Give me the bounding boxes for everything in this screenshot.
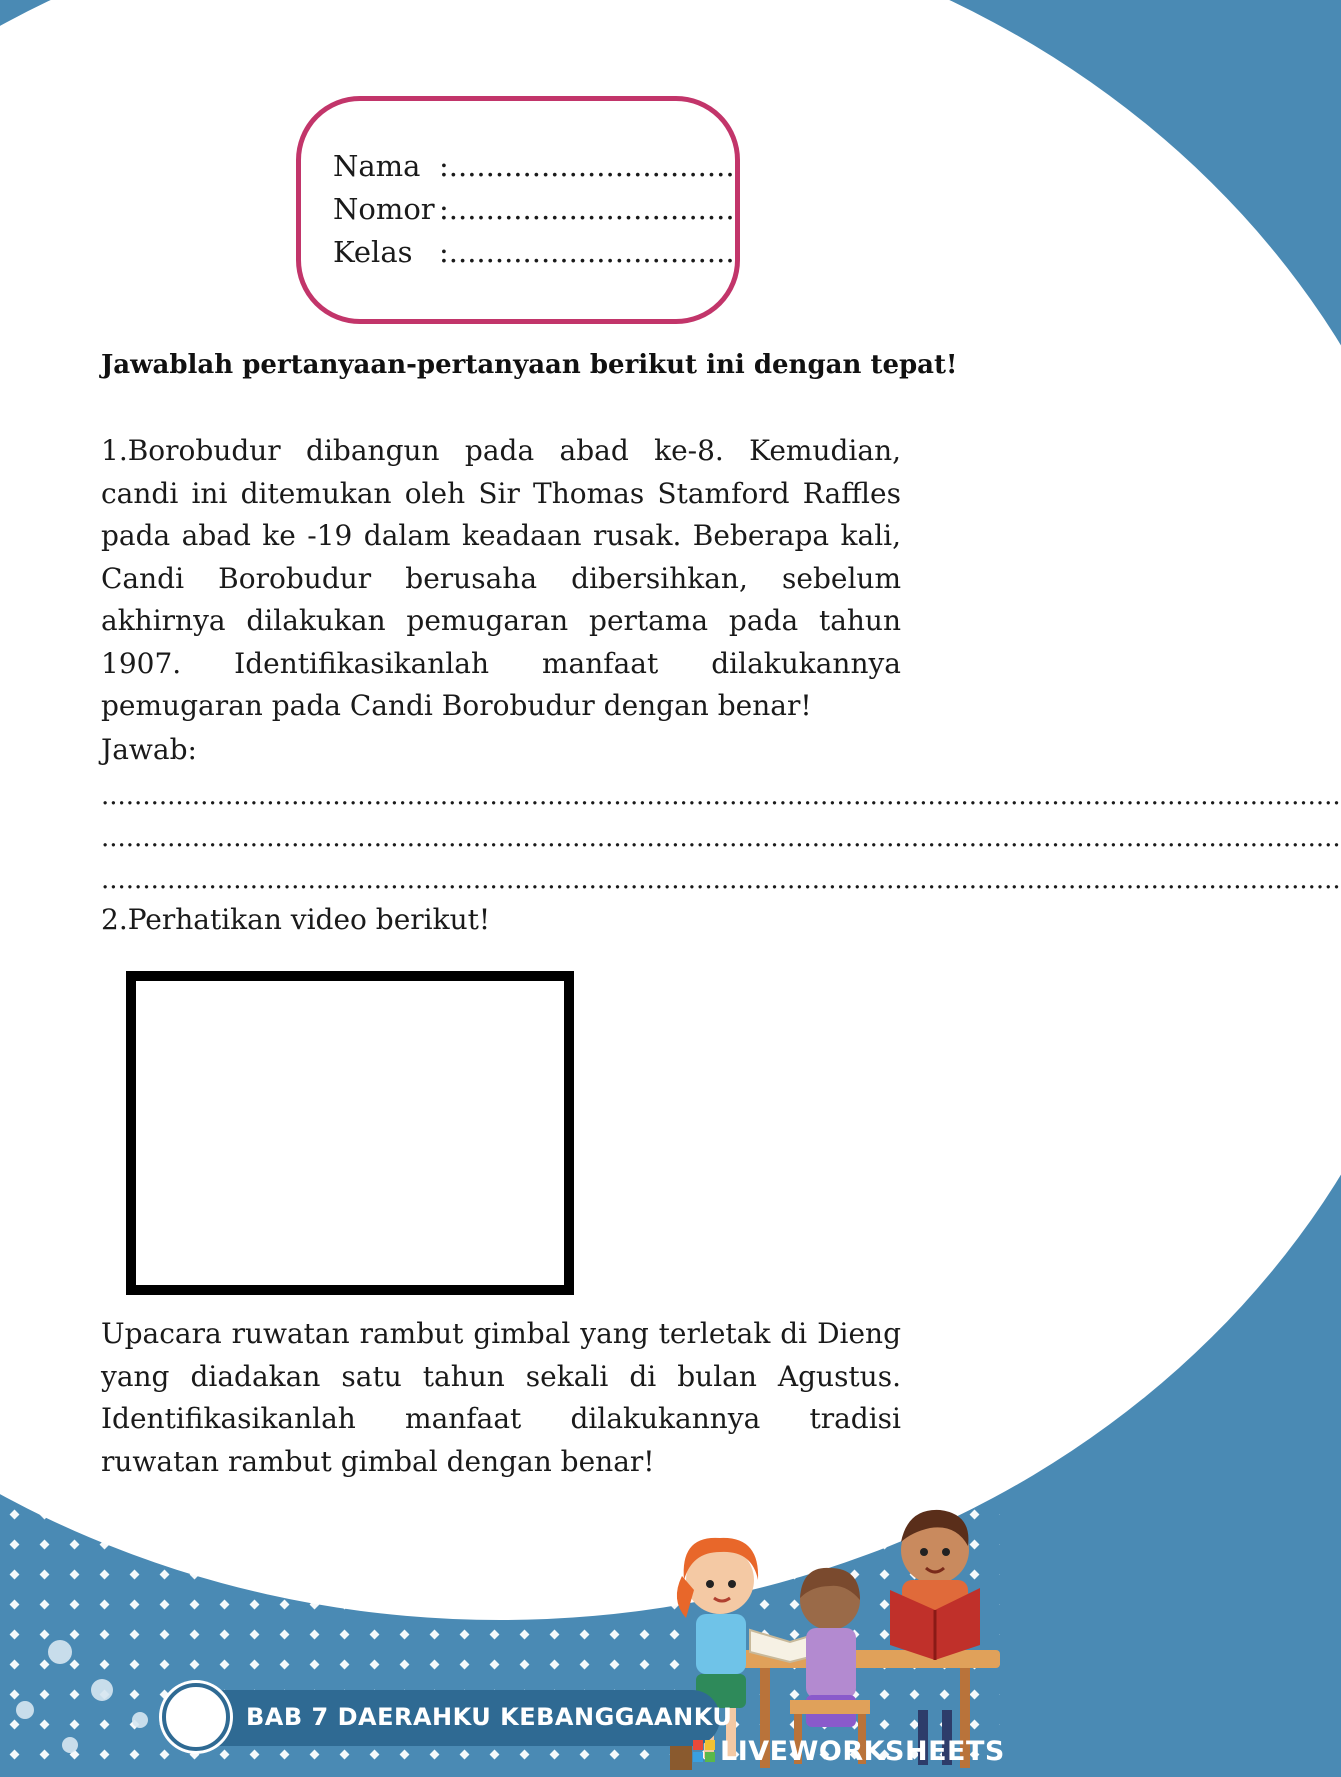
name-field[interactable]: :............................... xyxy=(439,149,735,183)
number-label: Nomor xyxy=(333,192,435,226)
question-2-text: Upacara ruwatan rambut gimbal yang terletak di Dieng yang diadakan satu tahun sekali di bulan Agustus. Identifikasikanlah manfaat dilakukannya tradisi ruwatan rambut gimbal dengan benar! xyxy=(101,1317,901,1478)
question-1-text: 1.Borobudur dibangun pada abad ke-8. Kemudian, candi ini ditemukan oleh Sir Thomas Stamford Raffles pada abad ke -19 dalam keadaan rusak. Beberapa kali, Candi Borobudur berusaha dibersihkan, sebelum akhirnya dilakukan pemugaran pertama pada tahun 1907. Identifikasikanlah manfaat dilakukannya pemugaran pada Candi Borobudur dengan benar! xyxy=(101,434,901,722)
chapter-title: BAB 7 DAERAHKU KEBANGGAANKU xyxy=(246,1703,733,1731)
number-row[interactable] xyxy=(333,192,735,226)
answer-label: Jawab: xyxy=(101,733,197,766)
chapter-circle-badge xyxy=(162,1683,230,1751)
video-placeholder[interactable] xyxy=(126,971,574,1295)
answer-line-2[interactable]: ...................................................................................................................................................... xyxy=(101,823,1341,853)
number-field[interactable]: :............................... xyxy=(439,192,735,226)
question-2-title: 2.Perhatikan video berikut! xyxy=(101,903,491,936)
answer-line-1[interactable]: ...................................................................................................................................................... xyxy=(101,781,1341,811)
name-label: Nama xyxy=(333,149,421,183)
class-label: Kelas xyxy=(333,235,413,269)
class-field[interactable]: :............................... xyxy=(439,235,735,269)
name-row[interactable] xyxy=(333,149,735,183)
instruction-heading: Jawablah pertanyaan-pertanyaan berikut ini dengan tepat! xyxy=(101,350,958,380)
liveworksheets-brand[interactable]: LIVEWORKSHEETS xyxy=(720,1736,1005,1767)
class-row[interactable] xyxy=(333,235,735,269)
answer-line-3[interactable]: ...................................................................................................................................................... xyxy=(101,865,1341,895)
liveworksheets-logo-icon xyxy=(693,1740,715,1762)
student-info-box xyxy=(296,96,740,324)
